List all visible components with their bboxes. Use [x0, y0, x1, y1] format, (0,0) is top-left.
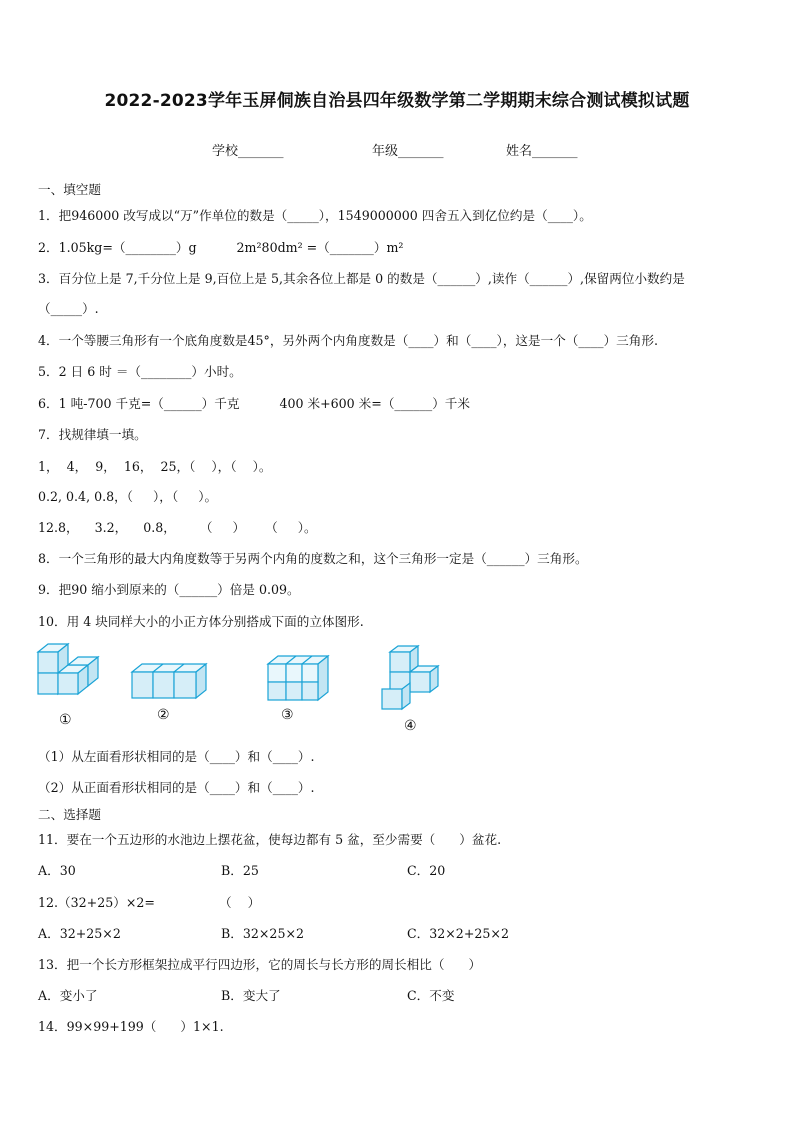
question-11: 11．要在一个五边形的水池边上摆花盆，使每边都有 5 盆，至少需要（ ）盆花.	[38, 832, 502, 847]
cube-figure-4	[380, 644, 442, 712]
question-7-sequence-c: 12.8， 3.2， 0.8， （ ） （ ）。	[38, 520, 317, 535]
figure-label-2: ②	[157, 707, 170, 723]
question-14: 14．99×99+199（ ）1×1.	[38, 1019, 224, 1034]
question-2: 2．1.05kg=（________）g 2m²80dm² =（_______）m²	[38, 240, 404, 255]
question-12: 12.（32+25）×2= （ ）	[38, 895, 261, 910]
cube-figure-1	[36, 638, 100, 708]
figure-label-3: ③	[281, 707, 294, 723]
question-1: 1．把946000 改写成以“万”作单位的数是（_____），1549000000 四舍五入到亿位约是（____）。	[38, 208, 592, 223]
cube-figure-3	[266, 652, 332, 704]
question-13-option-a: A．变小了	[38, 988, 98, 1003]
question-12-option-b: B．32×25×2	[221, 926, 305, 941]
question-10: 10．用 4 块同样大小的小正方体分别搭成下面的立体图形.	[38, 614, 364, 629]
section-heading-multiple-choice: 二、选择题	[38, 807, 101, 822]
question-13-option-c: C．不变	[407, 988, 455, 1003]
question-8: 8．一个三角形的最大内角度数等于另两个内角的度数之和，这个三角形一定是（______）三角形。	[38, 551, 588, 566]
question-5: 5．2 日 6 时 ＝（________）小时。	[38, 364, 242, 379]
grade-field: 年级_______	[372, 144, 444, 159]
name-field: 姓名_______	[506, 144, 578, 159]
section-heading-fill-blank: 一、填空题	[38, 182, 101, 197]
question-13-option-b: B．变大了	[221, 988, 281, 1003]
question-12-option-a: A．32+25×2	[38, 926, 121, 941]
school-field: 学校_______	[212, 144, 284, 159]
question-10-part-2: （2）从正面看形状相同的是（____）和（____）.	[38, 780, 315, 795]
question-12-option-c: C．32×2+25×2	[407, 926, 509, 941]
question-7-sequence-b: 0.2, 0.4, 0.8，（ ），（ ）。	[38, 489, 218, 504]
question-3: 3．百分位上是 7,千分位上是 9,百位上是 5,其余各位上都是 0 的数是（______）,读作（______）,保留两位小数约是	[38, 271, 685, 286]
question-4: 4．一个等腰三角形有一个底角度数是45°，另外两个内角度数是（____）和（____），这是一个（____）三角形.	[38, 333, 658, 348]
question-7: 7．找规律填一填。	[38, 427, 147, 442]
question-11-option-c: C．20	[407, 863, 446, 878]
question-10-part-1: （1）从左面看形状相同的是（____）和（____）.	[38, 749, 315, 764]
question-11-option-a: A．30	[38, 863, 76, 878]
figure-label-1: ①	[59, 712, 72, 728]
question-11-option-b: B．25	[221, 863, 259, 878]
question-9: 9．把90 缩小到原来的（______）倍是 0.09。	[38, 582, 300, 597]
question-6: 6．1 吨-700 千克=（______）千克 400 米+600 米=（______）千米	[38, 396, 470, 411]
question-3-continued: （_____）.	[38, 301, 99, 316]
exam-title: 2022-2023学年玉屏侗族自治县四年级数学第二学期期末综合测试模拟试题	[104, 91, 690, 111]
question-13: 13．把一个长方形框架拉成平行四边形，它的周长与长方形的周长相比（ ）	[38, 957, 482, 972]
figure-label-4: ④	[404, 718, 417, 734]
cube-figure-2	[130, 660, 216, 704]
question-7-sequence-a: 1， 4， 9， 16， 25，（ ），（ ）。	[38, 459, 272, 474]
